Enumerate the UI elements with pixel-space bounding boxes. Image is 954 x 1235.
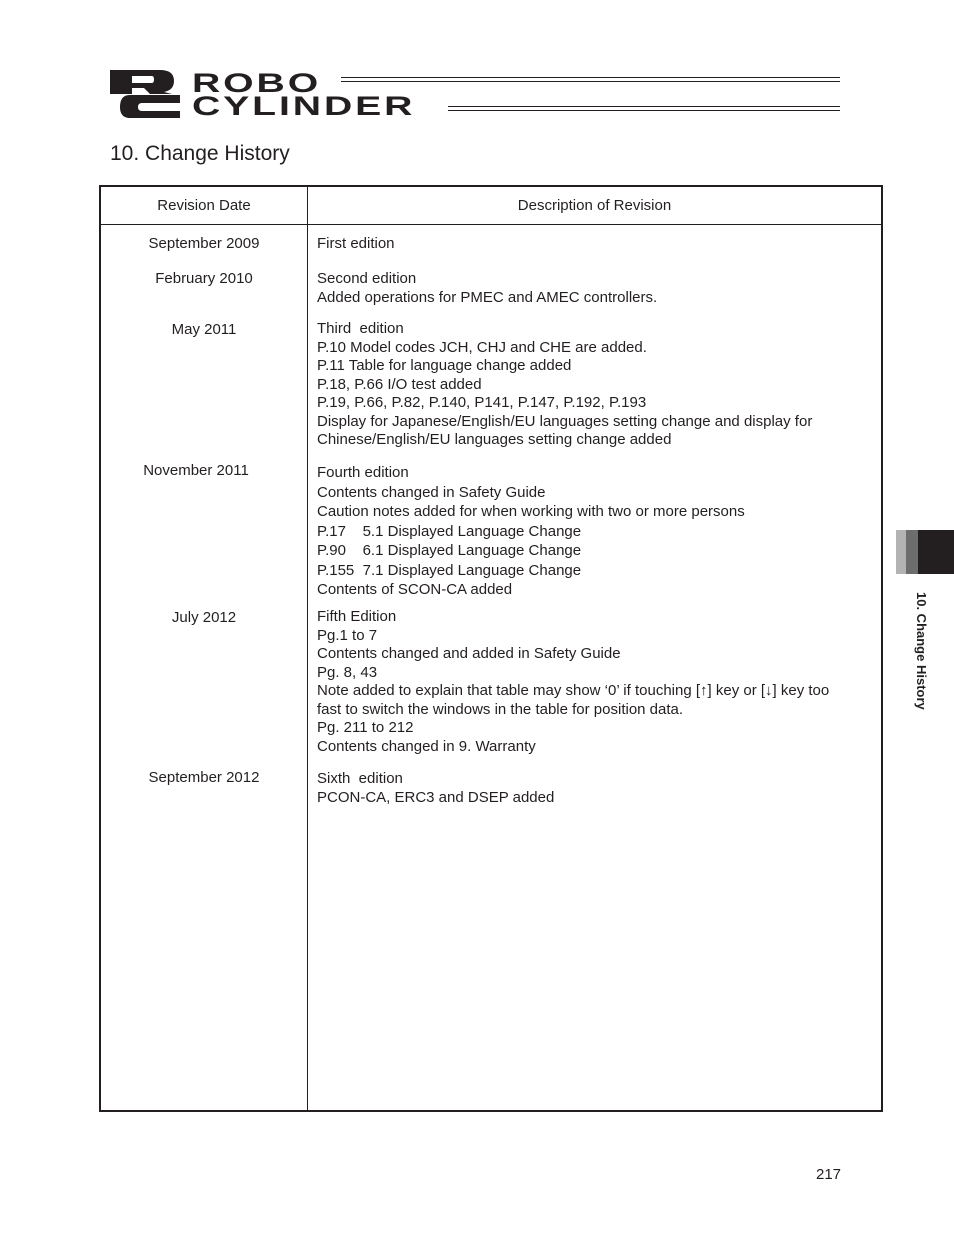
description-line: P.155 7.1 Displayed Language Change — [317, 561, 582, 579]
description-line: Pg. 211 to 212 — [317, 719, 414, 736]
header-rule — [448, 106, 840, 107]
revision-date: July 2012 — [171, 609, 237, 626]
description-line: Pg. 8, 43 — [317, 663, 378, 681]
description-line: Contents changed in 9. Warranty — [317, 737, 536, 755]
revision-date: May 2011 — [171, 321, 237, 338]
description-line: Contents changed and added in Safety Guide — [317, 645, 621, 662]
description-line: Chinese/English/EU languages setting change added — [317, 431, 672, 448]
header-divider — [101, 224, 881, 225]
description-line: Caution notes added for when working with two or more persons — [317, 503, 745, 520]
revision-description — [317, 320, 873, 450]
description-line: P.11 Table for language change added — [317, 357, 572, 374]
description-line: P.19, P.66, P.82, P.140, P141, P.147, P.192, P.193 — [317, 394, 647, 411]
revision-description — [317, 463, 873, 600]
description-line: P.18, P.66 I/O test added — [317, 375, 482, 393]
column-header-revision-date: Revision Date — [157, 197, 251, 214]
description-line: Contents of SCON-CA added — [317, 581, 513, 598]
header-rule — [448, 110, 840, 111]
chapter-side-label: 10. Change History — [914, 592, 929, 710]
column-header-description: Description of Revision — [517, 197, 672, 214]
description-line: PCON-CA, ERC3 and DSEP added — [317, 788, 555, 806]
description-line: Note added to explain that table may show ‘0’ if touching [↑] key or [↓] key too — [317, 682, 830, 699]
description-line: Third edition — [317, 320, 404, 337]
header-rule — [341, 77, 840, 78]
chapter-tab-marker — [896, 530, 906, 574]
logo-word-cylinder: CYLINDER — [192, 91, 416, 121]
revision-date: September 2012 — [148, 769, 260, 786]
chapter-tab-marker — [906, 530, 918, 574]
description-line: fast to switch the windows in the table for position data. — [317, 700, 684, 718]
chapter-tab-marker — [918, 530, 954, 574]
header-rule — [341, 81, 840, 82]
page-number: 217 — [816, 1166, 842, 1183]
description-line: First edition — [317, 235, 395, 252]
description-line: P.10 Model codes JCH, CHJ and CHE are added. — [317, 338, 647, 356]
revision-description — [317, 770, 873, 807]
robo-cylinder-logo — [108, 68, 848, 120]
description-line: P.17 5.1 Displayed Language Change — [317, 522, 582, 540]
description-line: Fifth Edition — [317, 608, 397, 625]
change-history-table — [99, 185, 883, 1112]
rc-logo-mark-icon — [108, 68, 188, 120]
revision-date: September 2009 — [148, 235, 260, 252]
description-line: Sixth edition — [317, 770, 403, 787]
description-line: Fourth edition — [317, 464, 409, 481]
revision-date: November 2011 — [143, 462, 249, 479]
column-divider — [307, 187, 308, 1110]
revision-description — [317, 270, 873, 307]
revision-date: February 2010 — [155, 270, 253, 287]
description-line: Added operations for PMEC and AMEC controllers. — [317, 288, 658, 306]
page-title: 10. Change History — [110, 142, 290, 165]
description-line: Pg.1 to 7 — [317, 626, 378, 644]
description-line: Display for Japanese/English/EU languages setting change and display for — [317, 412, 813, 430]
description-line: P.90 6.1 Displayed Language Change — [317, 542, 582, 559]
description-line: Contents changed in Safety Guide — [317, 483, 546, 501]
revision-description — [317, 235, 873, 254]
revision-description — [317, 608, 873, 756]
logo-word-robo: ROBO — [192, 68, 322, 98]
description-line: Second edition — [317, 270, 417, 287]
